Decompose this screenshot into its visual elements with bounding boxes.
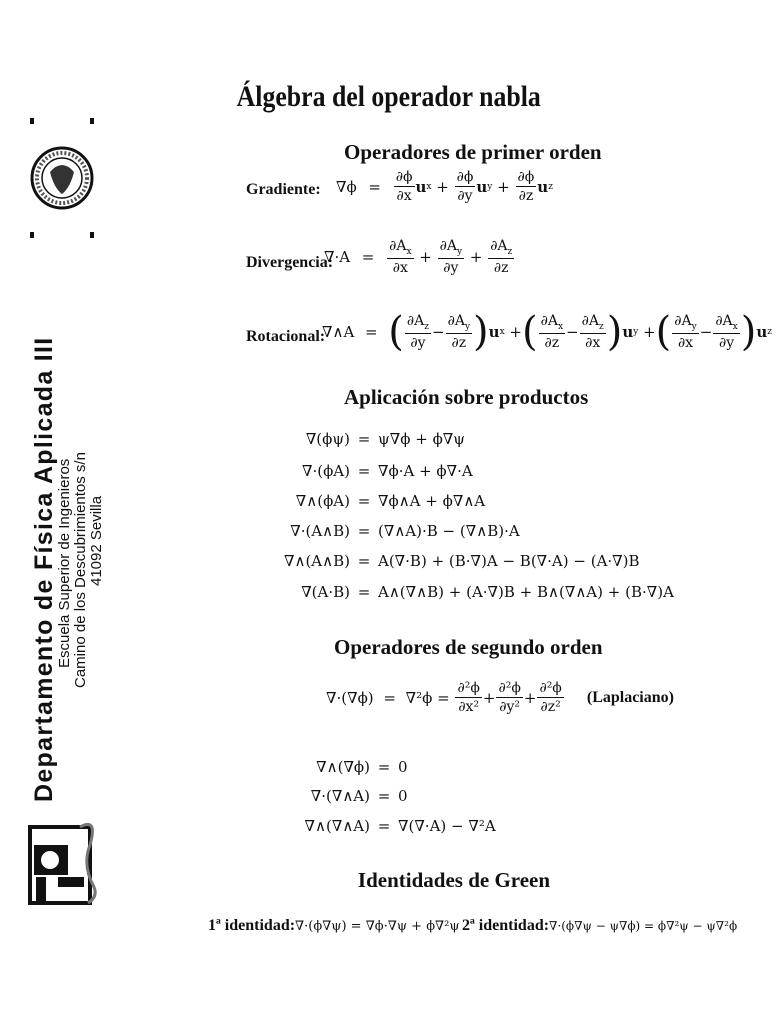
green-first-formula: ∇·(ϕ∇ψ) = ∇ϕ·∇ψ + ϕ∇²ψ — [295, 918, 460, 934]
gradient-formula: ∇ϕ = $\frac{\partial\phi}{\partial x}$ u x + $\frac{\partial\phi}{\partial y}$ u y + $\frac{\partial\phi}{\partial z}$ u z — [336, 169, 553, 204]
address-line-1: Escuela Superior de Ingenieros — [56, 458, 73, 668]
product-lhs: ∇(A·B) — [301, 583, 350, 601]
green-first-identity — [208, 917, 460, 935]
product-identity: ∇·(A∧B) = (∇∧A)·B − (∇∧B)·A — [205, 522, 520, 540]
second-lhs: ∇∧(∇∧A) — [304, 817, 370, 835]
product-identity: ∇(A·B) = A∧(∇∧B) + (A·∇)B + B∧(∇∧A) + (B·∇)A — [205, 583, 674, 601]
product-identity: ∇∧(ϕA) = ∇ϕ∧A + ϕ∇∧A — [205, 492, 485, 510]
second-order-identity: ∇∧(∇∧A) = ∇(∇·A) − ∇²A — [225, 817, 496, 835]
second-lhs: ∇∧(∇ϕ) — [316, 758, 370, 776]
second-rhs: 0 — [398, 758, 408, 776]
section-green: Identidades de Green — [357, 868, 551, 892]
product-identity: ∇∧(A∧B) = A(∇·B) + (B·∇)A − B(∇·A) − (A·∇)B — [205, 552, 640, 570]
curl-label: Rotacional: — [246, 328, 326, 345]
second-rhs: 0 — [398, 787, 408, 805]
green-second-label: 2ª identidad: — [462, 917, 550, 934]
page-title: Álgebra del operador nabla — [236, 80, 541, 113]
product-rhs: (∇∧A)·B − (∇∧B)·A — [378, 522, 520, 540]
green-first-label: 1ª identidad: — [208, 917, 296, 934]
sidebar — [0, 0, 110, 1024]
section-products: Aplicación sobre productos — [344, 385, 589, 409]
product-lhs: ∇∧(A∧B) — [284, 552, 350, 570]
laplacian-note: (Laplaciano) — [586, 688, 674, 706]
laplacian-formula: ∇·(∇ϕ) = ∇²ϕ = $\frac{\text{∂²ϕ}}{\text{∂x²}}$ + $\frac{\text{∂²ϕ}}{\text{∂y²}}$ + $\frac{\text{∂²ϕ}}{\text{∂z²}}$ (Laplaciano) — [326, 680, 674, 715]
product-identity: ∇·(ϕA) = ∇ϕ·A + ϕ∇·A — [205, 462, 473, 480]
product-identity: ∇(ϕψ) = ψ∇ϕ + ϕ∇ψ — [205, 430, 465, 448]
product-rhs: ψ∇ϕ + ϕ∇ψ — [378, 430, 466, 448]
product-rhs: A(∇·B) + (B·∇)A − B(∇·A) − (A·∇)B — [378, 552, 640, 570]
divergence-label: Divergencia: — [246, 254, 334, 271]
curl-formula: ∇∧A = ( $\frac{\partial A_z}{\partial y}$ − $\frac{\partial A_y}{\partial z}$ ) u x + ( $\frac{\partial A_x}{\partial z}$ − $\frac{\partial A_z}{\partial x}$ ) u y + ( $\frac{\partial A_y}{\partial x}$ − $\frac{\partial A_x}{\partial y}$ ) u z — [322, 309, 773, 355]
product-rhs: A∧(∇∧B) + (A·∇)B + B∧(∇∧A) + (B·∇)A — [378, 583, 674, 601]
department-name: Departamento de Física Aplicada III — [30, 336, 58, 802]
address-line-3: 41092 Sevilla — [88, 495, 105, 586]
product-lhs: ∇(ϕψ) — [305, 430, 350, 448]
product-rhs: ∇ϕ·A + ϕ∇·A — [378, 462, 473, 480]
address-line-2: Camino de los Descubrimientos s/n — [72, 452, 89, 688]
second-order-identity: ∇∧(∇ϕ) = 0 — [225, 758, 408, 776]
second-lhs: ∇·(∇∧A) — [310, 787, 370, 805]
university-seal-icon — [30, 118, 96, 240]
product-lhs: ∇·(A∧B) — [290, 522, 350, 540]
product-lhs: ∇∧(ϕA) — [295, 492, 350, 510]
gradient-label: Gradiente: — [246, 181, 321, 198]
department-logo-icon — [28, 815, 100, 905]
second-order-identity: ∇·(∇∧A) = 0 — [225, 787, 408, 805]
second-rhs: ∇(∇·A) − ∇²A — [398, 817, 496, 835]
section-second-order: Operadores de segundo orden — [334, 635, 603, 659]
green-second-formula: ∇·(ϕ∇ψ − ψ∇ϕ) = ϕ∇²ψ − ψ∇²ϕ — [549, 919, 738, 933]
green-second-identity — [462, 917, 737, 935]
product-rhs: ∇ϕ∧A + ϕ∇∧A — [378, 492, 486, 510]
section-first-order: Operadores de primer orden — [344, 140, 602, 164]
product-lhs: ∇·(ϕA) — [301, 462, 350, 480]
divergence-formula: ∇·A = $\frac{\partial A_x}{\partial x}$ + $\frac{\partial A_y}{\partial y}$ + $\frac{\partial A_z}{\partial z}$ — [324, 238, 513, 276]
